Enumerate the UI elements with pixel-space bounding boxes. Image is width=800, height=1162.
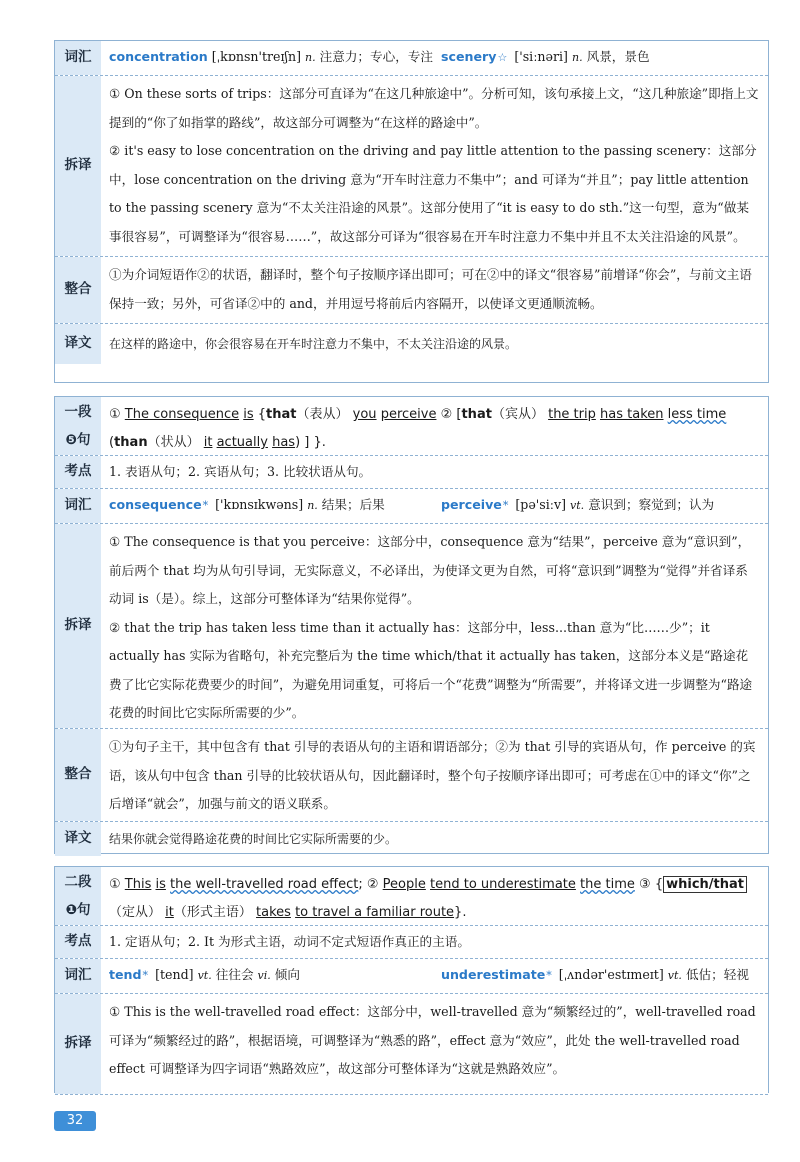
- vocab-pos: n.: [571, 51, 583, 65]
- subject: you: [352, 407, 377, 422]
- vocab-pos: vt.: [667, 969, 682, 983]
- vocab-phonetic: [pə'siːv]: [515, 497, 567, 513]
- split-row: [55, 524, 768, 729]
- split-paragraph: ① This is the well-travelled road effect：这部分中，well-travelled 意为“频繁经过的”，well-travelled road 可译为“频繁经过的路”，根据语境，可调整译为“熟悉的路”，effect 意为“效应”，此处 the well-travelled road effect 可调整译为四字词语“熟路效应”，故这部分可整体译为“这就是熟路效应”。: [109, 1004, 756, 1076]
- vocab-pos: vi.: [257, 969, 271, 983]
- vocab-meaning: 低估；轻视: [685, 967, 749, 983]
- vocab-meaning: 倾向: [274, 967, 300, 983]
- bracket: {: [650, 877, 664, 892]
- star-icon: *: [202, 499, 209, 513]
- vocab-pos: n.: [305, 51, 316, 65]
- split-paragraph: ② that the trip has taken less time than it actually has：这部分中，less...than 意为“比……少”；it actually has 实际为省略句，补充完整后为 the time which/that it actually has taken，这部分本义是“路途花费了比它实际花费要少的时间”，为避免用词重复，可将后一个“花费”调整为“所需要”，并将译文进一步调整为“路途花费的时间比它实际所需要的少”。: [109, 619, 753, 720]
- clause-note: （形式主语）: [173, 905, 252, 920]
- vocab-word: consequence: [109, 497, 202, 513]
- vocab-pos: vt.: [570, 499, 585, 513]
- clause-note: （表从）: [296, 407, 349, 422]
- object: the time: [580, 877, 635, 892]
- vocab-entry: [441, 43, 650, 73]
- block-3: [54, 866, 769, 1093]
- split-label: 拆译: [55, 994, 101, 1094]
- split-paragraph: ① The consequence is that you perceive：这部分中，consequence 意为“结果”，perceive 意为“意识到”，前后两个 that 均为从句引导词，无实际意义，不必译出，为使译文更为自然，可将“意识到”调整为“觉得”并省译系动词 is（是）。综上，这部分可整体译为“结果你觉得”。: [109, 534, 751, 606]
- relative-pronoun: which/that: [663, 876, 747, 893]
- vocab-pos: vt.: [197, 969, 212, 983]
- sentence-row: [55, 397, 768, 456]
- merge-text: ①为介词短语作②的状语，翻译时，整个句子按顺序译出即可；可在②中的译文“很容易”前增译“你会”，与前文主语保持一致；另外，可省译②中的 and，并用逗号将前后内容隔开，以使译文更通顺流畅。: [109, 267, 752, 311]
- star-icon: *: [502, 499, 509, 513]
- vocab-entry: [109, 961, 300, 991]
- split-row: [55, 994, 768, 1095]
- vocab-meaning: 注意力；专心，专注: [319, 49, 433, 65]
- sentence-number-label: ❺句: [65, 432, 91, 448]
- merge-label: 整合: [55, 257, 101, 323]
- vocab-word: tend: [109, 967, 142, 983]
- point-text: 1. 表语从句；2. 宾语从句；3. 比较状语从句。: [109, 463, 372, 479]
- paragraph-label: 一段: [64, 404, 92, 420]
- vocab-meaning: 结果；后果: [321, 497, 385, 513]
- vocab-meaning: 意识到；察觉到；认为: [588, 497, 715, 513]
- sentence-row: [55, 867, 768, 926]
- bracket: [: [452, 407, 462, 422]
- point-text: 1. 定语从句；2. It 为形式主语，动词不定式短语作真正的主语。: [109, 933, 470, 949]
- translation-label: 译文: [55, 822, 101, 856]
- vocab-label: 词汇: [55, 41, 101, 75]
- predicate: is: [155, 877, 166, 892]
- vocab-meaning: 风景，景色: [586, 49, 650, 65]
- block-2: [54, 396, 769, 854]
- point-row: [55, 926, 768, 959]
- star-icon: *: [546, 969, 552, 983]
- analyzed-sentence: [101, 867, 768, 925]
- clause-note: （状从）: [147, 435, 200, 450]
- translation-text: 在这样的路途中，你会很容易在开车时注意力不集中，不太关注沿途的风景。: [109, 336, 518, 351]
- vocab-phonetic: [ˌʌndər'estɪmeɪt]: [558, 967, 664, 983]
- merge-row: [55, 257, 768, 324]
- star-icon: ☆: [497, 51, 508, 65]
- real-subject: to travel a familiar route: [295, 905, 455, 920]
- split-row: [55, 76, 768, 257]
- punctuation: ;: [358, 877, 363, 892]
- translation-label: 译文: [55, 324, 101, 364]
- object: less time: [667, 407, 727, 422]
- subject: This: [124, 877, 152, 892]
- merge-row: [55, 729, 768, 822]
- subject: The consequence: [124, 407, 240, 422]
- page-number: 32: [54, 1111, 96, 1131]
- predicate: has: [272, 435, 296, 450]
- point-label: 考点: [55, 456, 101, 488]
- vocab-row: [55, 959, 768, 994]
- analyzed-sentence: [101, 397, 768, 455]
- vocab-entry: [441, 961, 749, 991]
- adverbial: actually: [216, 435, 268, 450]
- vocab-phonetic: [ˌkɒnsn'treɪʃn]: [211, 49, 301, 65]
- vocab-entry: [109, 43, 433, 73]
- translation-row: [55, 822, 768, 856]
- vocab-row: [55, 489, 768, 524]
- bracket: (: [109, 435, 115, 450]
- merge-label: 整合: [55, 729, 101, 821]
- subject: it: [203, 435, 213, 450]
- predicative: the well-travelled road effect: [170, 877, 359, 892]
- vocab-entry: [441, 491, 714, 521]
- split-label: 拆译: [55, 524, 101, 728]
- vocab-label: 词汇: [55, 489, 101, 523]
- part-number: ②: [440, 407, 453, 422]
- vocab-phonetic: [tend]: [155, 967, 194, 983]
- block-1: [54, 40, 769, 383]
- predicate: is: [243, 407, 254, 422]
- clause-note: （定从）: [109, 905, 162, 920]
- vocab-word: perceive: [441, 497, 502, 513]
- star-icon: *: [142, 969, 149, 983]
- bracket: {: [253, 407, 267, 422]
- predicate: perceive: [380, 407, 437, 422]
- subject: People: [382, 877, 426, 892]
- formal-subject: it: [165, 905, 174, 920]
- vocab-entry: [109, 491, 385, 521]
- vocab-label: 词汇: [55, 959, 101, 993]
- vocab-row: [55, 41, 768, 76]
- predicate: has taken: [600, 407, 664, 422]
- predicate: takes: [256, 905, 291, 920]
- translation-row: [55, 324, 768, 364]
- vocab-word: scenery: [441, 49, 497, 65]
- vocab-pos: n.: [307, 499, 318, 513]
- part-number: ①: [109, 877, 121, 892]
- translation-text: 结果你就会觉得路途花费的时间比它实际所需要的少。: [109, 831, 398, 846]
- merge-text: ①为句子主干，其中包含有 that 引导的表语从句的主语和谓语部分；②为 that 引导的宾语从句，作 perceive 的宾语，该从句中包含 than 引导的比较状语从句，因此翻译时，整个句子按顺序译出即可；可考虑在①中的译文“你”之后增译“就会”，加强与前文的语义联系。: [109, 739, 756, 811]
- predicate: tend to underestimate: [430, 877, 576, 892]
- conjunction: than: [114, 435, 148, 450]
- split-label: 拆译: [55, 76, 101, 256]
- sentence-end: }.: [454, 905, 467, 920]
- sentence-end: ) ] }.: [295, 435, 326, 450]
- point-row: [55, 456, 768, 489]
- vocab-phonetic: ['kɒnsɪkwəns]: [215, 497, 304, 513]
- conjunction: that: [266, 407, 297, 422]
- vocab-meaning: 往往会: [215, 967, 254, 983]
- split-paragraph: ① On these sorts of trips：这部分可直译为“在这几种旅途中”。分析可知，该句承接上文，“这几种旅途”即指上文提到的“你了如指掌的路线”，故这部分可调整为“在这样的路途中”。: [109, 86, 759, 130]
- vocab-word: concentration: [109, 49, 208, 65]
- part-number: ①: [109, 407, 121, 422]
- vocab-phonetic: ['siːnəri]: [514, 49, 568, 65]
- point-label: 考点: [55, 926, 101, 958]
- sentence-number-label: ❶句: [65, 902, 91, 918]
- vocab-word: underestimate: [441, 967, 546, 983]
- part-number: ③: [639, 877, 651, 892]
- conjunction: that: [461, 407, 492, 422]
- clause-note: （宾从）: [491, 407, 544, 422]
- split-paragraph: ② it's easy to lose concentration on the driving and pay little attention to the passing scenery：这部分中，lose concentration on the driving 意为“开车时注意力不集中”；and 可译为“并且”；pay little attention to the passing scenery 意为“不太关注沿途的风景”。这部分使用了“it is easy to do sth.”这一句型，意为“做某事很容易”，可调整译为“很容易……”，故这部分可译为“很容易在开车时注意力不集中并且不太关注沿途的风景”。: [109, 143, 757, 244]
- paragraph-label: 二段: [64, 874, 92, 890]
- subject: the trip: [548, 407, 596, 422]
- part-number: ②: [366, 877, 379, 892]
